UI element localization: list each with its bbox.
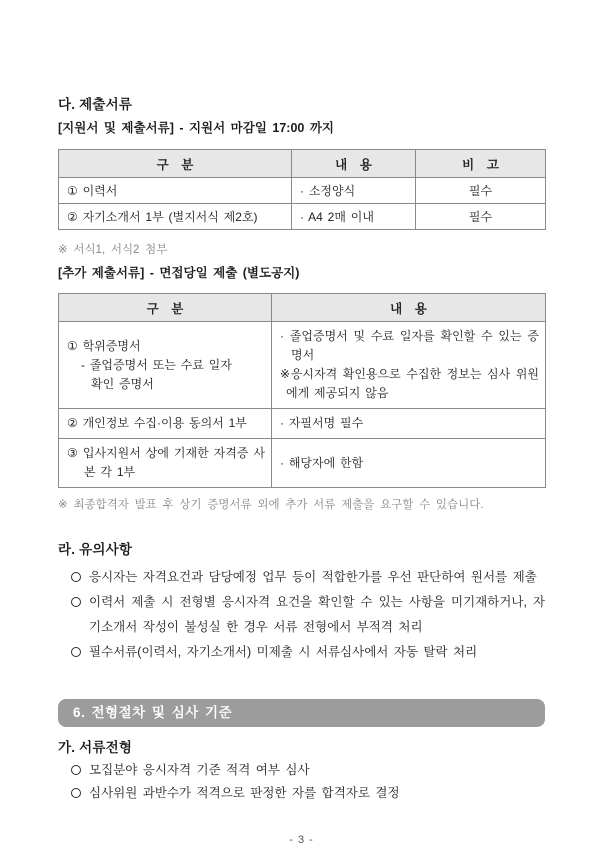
table-row [59,322,546,409]
notes-bullet-list [58,565,545,665]
category-line: ① 학위증명서 [67,338,141,353]
col-header-content: 내 용 [272,294,546,322]
bullet-item: 이력서 제출 시 전형별 응시자격 요건을 확인할 수 있는 사항을 미기재하거나, 자기소개서 작성이 불성실 한 경우 서류 전형에서 부적격 처리 [58,590,545,640]
row-content: · A4 2매 이내 [292,204,416,230]
category-line: 확인 증명서 [91,376,154,391]
row-note: 필수 [416,178,546,204]
bullet-item: 응시자는 자격요건과 담당예정 업무 등이 적합한가를 우선 판단하여 원서를 제출 [58,565,545,590]
row-content [272,322,546,409]
table-row [59,439,546,488]
table-header-row [59,150,546,178]
section-c-heading: 다. 제출서류 [58,97,133,112]
col-header-category: 구 분 [59,150,292,178]
row-category [59,322,272,409]
forms-attached-note: ※ 서식1, 서식2 첨부 [58,244,168,256]
row-category: ③ 입사지원서 상에 기재한 자격증 사본 각 1부 [59,439,272,488]
circle-bullet-icon [71,788,81,798]
table-row [59,204,546,230]
submission-docs-table [58,149,546,230]
bullet-item: 필수서류(이력서, 자기소개서) 미제출 시 서류심사에서 자동 탈락 처리 [58,640,545,665]
submission-docs-subheading: [지원서 및 제출서류] - 지원서 마감일 17:00 까지 [58,121,334,135]
row-category: ② 자기소개서 1부 (별지서식 제2호) [59,204,292,230]
col-header-note: 비 고 [416,150,546,178]
table-header-row [59,294,546,322]
table-row [59,178,546,204]
circle-bullet-icon [71,572,81,582]
row-note: 필수 [416,204,546,230]
content-line: · 졸업증명서 및 수료 일자를 확인할 수 있는 증명서 [280,329,539,362]
screening-bullet-list [58,759,545,805]
row-category: ① 이력서 [59,178,292,204]
bullet-item: 심사위원 과반수가 적격으로 판정한 자를 합격자로 결정 [58,782,545,805]
page-number: - 3 - [289,834,314,846]
row-content: · 해당자에 한함 [272,439,546,488]
additional-docs-table [58,293,546,488]
bullet-item: 모집분야 응시자격 기준 적격 여부 심사 [58,759,545,782]
additional-request-note: ※ 최종합격자 발표 후 상기 증명서류 외에 추가 서류 제출을 요구할 수 있습니다. [58,499,484,511]
circle-bullet-icon [71,765,81,775]
table-row [59,409,546,439]
row-category: ② 개인정보 수집·이용 동의서 1부 [59,409,272,439]
section-6-title-bar: 6. 전형절차 및 심사 기준 [58,699,545,727]
category-line: - 졸업증명서 또는 수료 일자 [81,357,232,372]
content-line: ※응시자격 확인용으로 수집한 정보는 심사 위원에게 제공되지 않음 [280,367,539,400]
section-6a-heading: 가. 서류전형 [58,740,133,755]
row-content: · 자필서명 필수 [272,409,546,439]
col-header-category: 구 분 [59,294,272,322]
section-d-heading: 라. 유의사항 [58,542,133,557]
circle-bullet-icon [71,647,81,657]
row-content: · 소정양식 [292,178,416,204]
circle-bullet-icon [71,597,81,607]
col-header-content: 내 용 [292,150,416,178]
additional-docs-subheading: [추가 제출서류] - 면접당일 제출 (별도공지) [58,266,300,280]
